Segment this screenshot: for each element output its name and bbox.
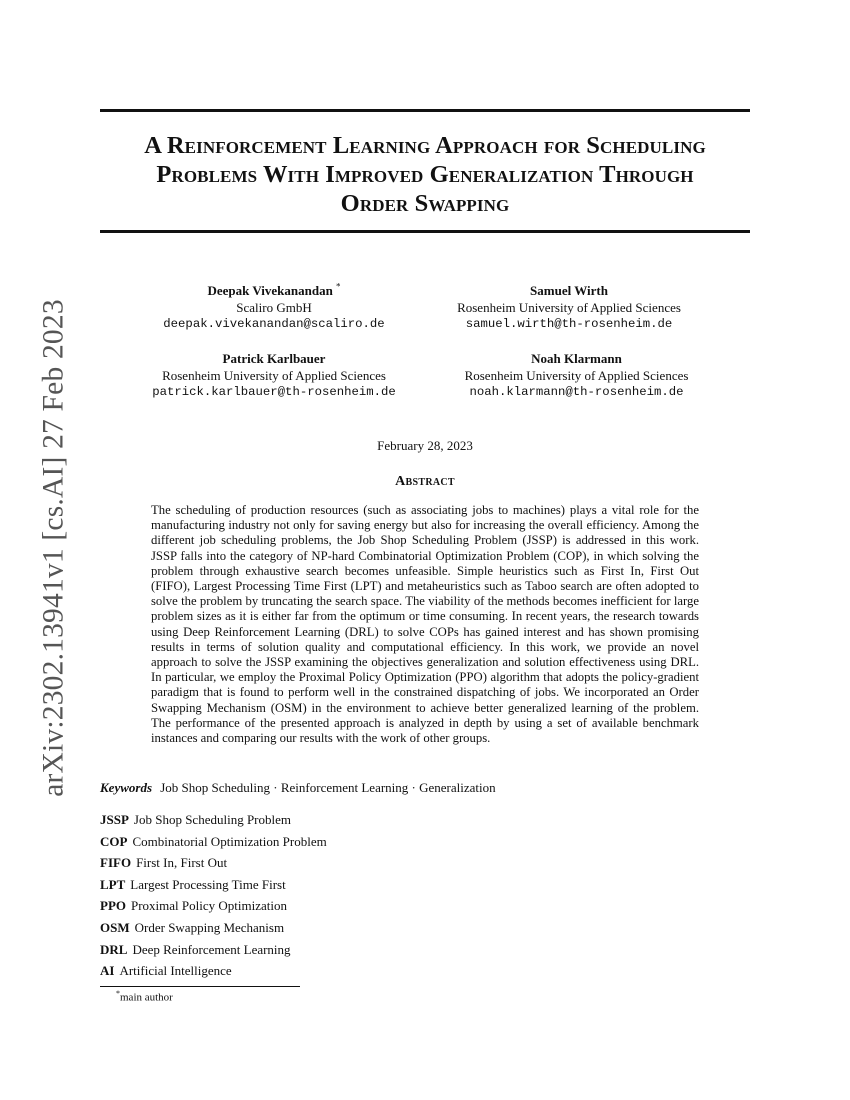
author-name: Samuel Wirth (530, 283, 608, 298)
abbreviation-item (100, 831, 327, 853)
abbreviation-item (100, 895, 327, 917)
author-affiliation: Rosenheim University of Applied Sciences (464, 367, 689, 383)
abbreviation-definition: Combinatorial Optimization Problem (132, 833, 327, 849)
title-line-1: A Reinforcement Learning Approach for Scheduling (144, 132, 706, 159)
footnote-text: main author (120, 991, 173, 1004)
title-line-2: Problems With Improved Generalization Through (156, 161, 694, 188)
abbreviation-item (100, 939, 327, 961)
abbreviation-definition: Deep Reinforcement Learning (132, 941, 291, 957)
abbreviation-term: FIFO (100, 855, 132, 871)
keywords-text: Job Shop Scheduling · Reinforcement Learning · Generalization (160, 780, 496, 795)
abbreviation-item (100, 852, 327, 874)
paper-title (100, 131, 750, 218)
abbreviation-term: OSM (100, 919, 130, 935)
author-email[interactable]: deepak.vivekanandan@scaliro.de (163, 317, 385, 331)
abbreviation-list (100, 809, 327, 982)
publication-date: February 28, 2023 (377, 438, 473, 453)
abbreviation-definition: Order Swapping Mechanism (134, 919, 285, 935)
author-block-1 (144, 283, 404, 333)
author-footnote-marker: * (336, 281, 341, 292)
abbreviation-item (100, 917, 327, 939)
abbreviation-definition: Proximal Policy Optimization (131, 898, 287, 914)
author-block-2 (434, 283, 704, 333)
author-email[interactable]: noah.klarmann@th-rosenheim.de (469, 385, 684, 399)
author-block-4 (434, 351, 719, 401)
author-email[interactable]: samuel.wirth@th-rosenheim.de (465, 317, 673, 331)
author-name: Deepak Vivekanandan (207, 283, 333, 298)
title-rule-bottom (100, 230, 750, 233)
abbreviation-term: JSSP (100, 812, 129, 827)
footnote-rule (100, 986, 300, 987)
keywords-label: Keywords (100, 780, 152, 795)
abbreviation-definition: Largest Processing Time First (130, 876, 286, 892)
keywords-line (100, 780, 496, 796)
footnote-marker: * (116, 989, 120, 998)
author-affiliation: Rosenheim University of Applied Sciences (457, 299, 681, 315)
title-line-3: Order Swapping (340, 190, 510, 217)
abbreviation-term: PPO (100, 898, 126, 914)
author-affiliation: Rosenheim University of Applied Sciences (162, 367, 386, 383)
author-name: Patrick Karlbauer (222, 351, 326, 366)
abbreviation-term: DRL (100, 941, 128, 957)
abbreviation-definition: Artificial Intelligence (119, 963, 232, 979)
author-block-3 (144, 351, 404, 401)
abstract-text: The scheduling of production resources (such as associating jobs to machines) plays a vital role for the manufacturing industry not only for saving energy but also for increasing the overall efficiency. Among the different job scheduling problems, the Job Shop Scheduling Problem (JSSP) is addressed in this work. JSSP falls into the category of NP-hard Combinatorial Optimization Problem (COP), in which solving the problem through exhaustive search becomes unfeasible. Simple heuristics such as First In, First Out (FIFO), Largest Processing Time First (LPT) and metaheuristics such as Taboo search are often adopted to solve the problem by truncating the search space. The viability of the methods becomes inefficient for large problem sizes as it is either far from the optimum or time consuming. In recent years, the research towards using Deep Reinforcement Learning (DRL) to solve COPs has gained interest and has shown promising results in terms of solution quality and computational efficiency. In this work, we provide an novel approach to solve the JSSP examining the objectives generalization and solution effectiveness using DRL. In particular, we employ the Proximal Policy Optimization (PPO) algorithm that adopts the policy-gradient paradigm that is found to perform well in the constrained dispatching of jobs. We incorporated an Order Swapping Mechanism (OSM) in the environment to achieve better generalized learning of the problem. The performance of the presented approach is analyzed in depth by using a set of available benchmark instances and comparing our results with the work of other groups. (151, 503, 699, 746)
author-name: Noah Klarmann (531, 351, 622, 366)
abstract-heading: Abstract (395, 474, 455, 489)
abbreviation-item (100, 809, 327, 831)
title-rule-top (100, 109, 750, 112)
abbreviation-definition: First In, First Out (136, 855, 228, 871)
author-email[interactable]: patrick.karlbauer@th-rosenheim.de (152, 385, 396, 399)
abbreviation-item (100, 874, 327, 896)
abbreviation-definition: Job Shop Scheduling Problem (133, 812, 291, 827)
footnote (116, 989, 173, 1004)
author-affiliation: Scaliro GmbH (236, 299, 312, 315)
abbreviation-term: LPT (100, 876, 126, 892)
abbreviation-term: COP (100, 833, 128, 849)
arxiv-stamp-text: arXiv:2302.13941v1 [cs.AI] 27 Feb 2023 (37, 299, 70, 797)
abbreviation-item (100, 960, 327, 982)
abbreviation-term: AI (100, 963, 115, 979)
